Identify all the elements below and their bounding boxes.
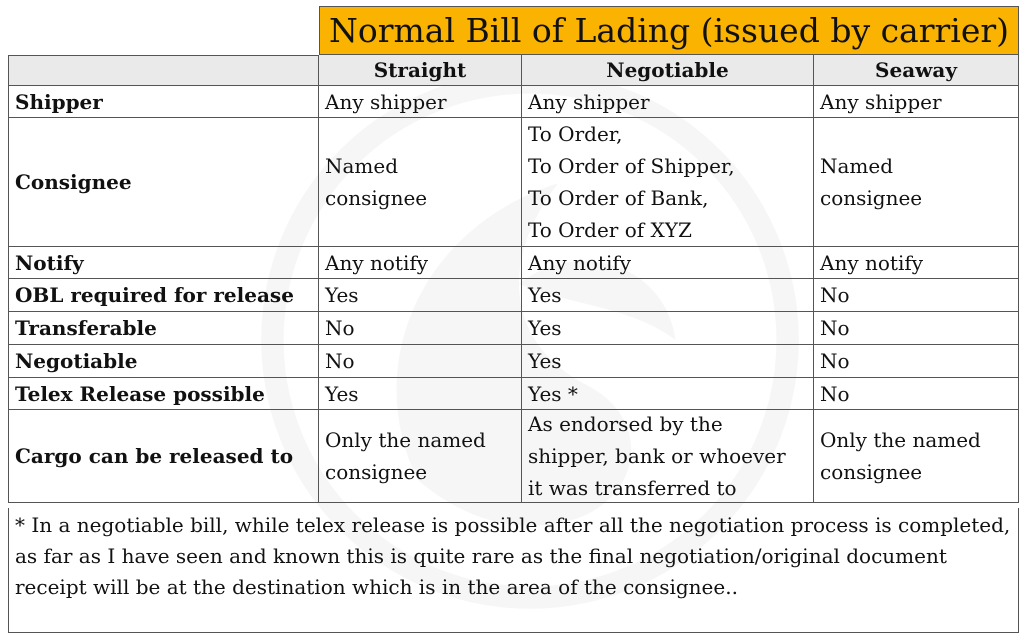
cell-transferable-negotiable: Yes xyxy=(522,312,814,345)
row-label-shipper: Shipper xyxy=(8,86,319,118)
row-label-negotiable: Negotiable xyxy=(8,345,319,378)
cell-obl-seaway: No xyxy=(814,279,1019,312)
cell-cargo-straight: Only the named consignee xyxy=(319,410,522,503)
row-label-notify: Notify xyxy=(8,247,319,279)
cell-notify-straight: Any notify xyxy=(319,247,522,279)
corner-blank xyxy=(8,6,319,55)
cell-negotiable-negotiable: Yes xyxy=(522,345,814,378)
row-label-transferable: Transferable xyxy=(8,312,319,345)
cell-shipper-straight: Any shipper xyxy=(319,86,522,118)
cell-shipper-negotiable: Any shipper xyxy=(522,86,814,118)
cell-telex-seaway: No xyxy=(814,378,1019,410)
cell-negotiable-straight: No xyxy=(319,345,522,378)
cell-consignee-negotiable: To Order, To Order of Shipper, To Order of Bank, To Order of XYZ xyxy=(522,118,814,247)
row-label-cargo-released-to: Cargo can be released to xyxy=(8,410,319,503)
cell-obl-negotiable: Yes xyxy=(522,279,814,312)
row-label-obl-required: OBL required for release xyxy=(8,279,319,312)
table-title: Normal Bill of Lading (issued by carrier) xyxy=(319,6,1019,55)
cell-transferable-seaway: No xyxy=(814,312,1019,345)
cell-negotiable-seaway: No xyxy=(814,345,1019,378)
footnote: * In a negotiable bill, while telex release is possible after all the negotiation process is completed, as far as I have seen and known this is quite rare as the final negotiation/original document receipt will be at the destination which is in the area of the consignee.. xyxy=(8,508,1019,633)
cell-notify-negotiable: Any notify xyxy=(522,247,814,279)
cell-telex-straight: Yes xyxy=(319,378,522,410)
cell-obl-straight: Yes xyxy=(319,279,522,312)
cell-consignee-seaway: Named consignee xyxy=(814,118,1019,247)
cell-transferable-straight: No xyxy=(319,312,522,345)
cell-notify-seaway: Any notify xyxy=(814,247,1019,279)
cell-cargo-seaway: Only the named consignee xyxy=(814,410,1019,503)
bill-of-lading-table xyxy=(8,6,1019,503)
cell-consignee-straight: Named consignee xyxy=(319,118,522,247)
cell-cargo-negotiable: As endorsed by the shipper, bank or whoever it was transferred to xyxy=(522,410,814,503)
header-corner xyxy=(8,55,319,86)
cell-shipper-seaway: Any shipper xyxy=(814,86,1019,118)
row-label-consignee: Consignee xyxy=(8,118,319,247)
column-header-seaway: Seaway xyxy=(814,55,1019,86)
column-header-negotiable: Negotiable xyxy=(522,55,814,86)
row-label-telex-release: Telex Release possible xyxy=(8,378,319,410)
column-header-straight: Straight xyxy=(319,55,522,86)
cell-telex-negotiable: Yes * xyxy=(522,378,814,410)
